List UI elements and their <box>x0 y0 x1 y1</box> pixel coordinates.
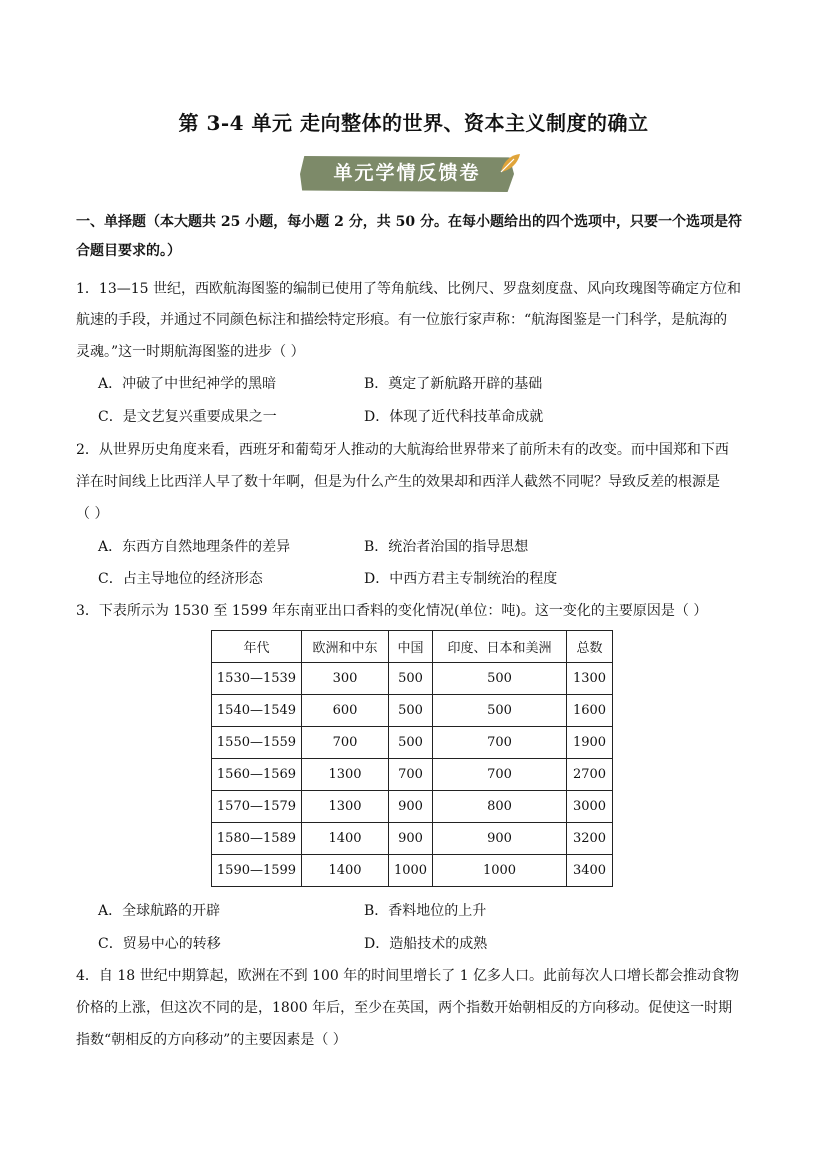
question-1-option-d[interactable]: D．体现了近代科技革命成就 <box>364 409 544 425</box>
section-heading-line2: 合题目要求的。） <box>76 243 181 259</box>
table-header-cell: 欧洲和中东 <box>302 631 389 663</box>
question-1-option-b[interactable]: B．奠定了新航路开辟的基础 <box>364 376 543 392</box>
section-heading-line1: 一、单择题（本大题共 25 小题，每小题 2 分，共 50 分。在每小题给出的四个选项中，只要一个选项是符 <box>76 214 742 230</box>
table-cell: 500 <box>389 695 433 727</box>
question-2-option-b[interactable]: B．统治者治国的指导思想 <box>364 539 529 555</box>
question-1-option-a[interactable]: A．冲破了中世纪神学的黑暗 <box>98 376 277 392</box>
question-1-line1: 1．13—15 世纪，西欧航海图鉴的编制已使用了等角航线、比例尺、罗盘刻度盘、风向玫瑰图等确定方位和 <box>76 281 741 297</box>
table-cell: 500 <box>433 695 567 727</box>
leaf-icon <box>498 152 522 174</box>
question-3-option-c[interactable]: C．贸易中心的转移 <box>98 936 221 952</box>
table-cell: 500 <box>389 727 433 759</box>
question-3-option-b[interactable]: B．香料地位的上升 <box>364 903 487 919</box>
question-2-option-d[interactable]: D．中西方君主专制统治的程度 <box>364 571 558 587</box>
table-header-row <box>212 631 613 663</box>
table-cell: 500 <box>433 663 567 695</box>
question-2-option-a[interactable]: A．东西方自然地理条件的差异 <box>98 539 291 555</box>
table-cell: 1550—1559 <box>212 727 302 759</box>
table-row <box>212 663 613 695</box>
table-cell: 1900 <box>567 727 613 759</box>
table-cell: 500 <box>389 663 433 695</box>
table-cell: 700 <box>389 759 433 791</box>
table-row <box>212 727 613 759</box>
page-title: 第 3-4 单元 走向整体的世界、资本主义制度的确立 <box>178 111 649 135</box>
table-cell: 1300 <box>302 791 389 823</box>
question-1-option-c[interactable]: C．是文艺复兴重要成果之一 <box>98 409 277 425</box>
table-cell: 900 <box>389 791 433 823</box>
question-2-line2: 洋在时间线上比西洋人早了数十年啊，但是为什么产生的效果却和西洋人截然不同呢？导致反差的根源是 <box>76 474 720 490</box>
table-header-cell: 印度、日本和美洲 <box>433 631 567 663</box>
question-1-line3: 灵魂。”这一时期航海图鉴的进步（ ） <box>76 344 305 360</box>
question-2-line3: （ ） <box>76 506 109 522</box>
table-cell: 700 <box>433 727 567 759</box>
table-cell: 1300 <box>302 759 389 791</box>
table-cell: 1600 <box>567 695 613 727</box>
table-cell: 800 <box>433 791 567 823</box>
banner <box>300 152 522 196</box>
table-cell: 1580—1589 <box>212 823 302 855</box>
table-row <box>212 695 613 727</box>
table-header-cell: 年代 <box>212 631 302 663</box>
table-cell: 1000 <box>433 855 567 887</box>
table-cell: 600 <box>302 695 389 727</box>
table-cell: 300 <box>302 663 389 695</box>
question-4-line1: 4．自 18 世纪中期算起，欧洲在不到 100 年的时间里增长了 1 亿多人口。此前每次人口增长都会推动食物 <box>76 968 740 984</box>
table-cell: 700 <box>302 727 389 759</box>
table-cell: 3000 <box>567 791 613 823</box>
table-cell: 3200 <box>567 823 613 855</box>
table-cell: 900 <box>389 823 433 855</box>
table-header-cell: 总数 <box>567 631 613 663</box>
table-cell: 1400 <box>302 855 389 887</box>
table-cell: 1000 <box>389 855 433 887</box>
table-row <box>212 855 613 887</box>
table-cell: 1570—1579 <box>212 791 302 823</box>
question-4-line3: 指数“朝相反的方向移动”的主要因素是（ ） <box>76 1032 347 1048</box>
table-cell: 1530—1539 <box>212 663 302 695</box>
spice-export-table <box>211 630 613 887</box>
table-cell: 1560—1569 <box>212 759 302 791</box>
table-cell: 700 <box>433 759 567 791</box>
table-cell: 900 <box>433 823 567 855</box>
table-cell: 3400 <box>567 855 613 887</box>
question-4-line2: 价格的上涨，但这次不同的是，1800 年后，至少在英国，两个指数开始朝相反的方向移动。促使这一时期 <box>76 1000 733 1016</box>
table-row <box>212 759 613 791</box>
table-cell: 1300 <box>567 663 613 695</box>
question-3-option-d[interactable]: D．造船技术的成熟 <box>364 936 488 952</box>
question-3-line1: 3．下表所示为 1530 至 1599 年东南亚出口香料的变化情况(单位：吨)。这一变化的主要原因是（ ） <box>76 603 708 619</box>
table-header-cell: 中国 <box>389 631 433 663</box>
table-cell: 1400 <box>302 823 389 855</box>
question-2-option-c[interactable]: C．占主导地位的经济形态 <box>98 571 263 587</box>
table-row <box>212 791 613 823</box>
question-3-option-a[interactable]: A．全球航路的开辟 <box>98 903 221 919</box>
question-2-line1: 2．从世界历史角度来看，西班牙和葡萄牙人推动的大航海给世界带来了前所未有的改变。而中国郑和下西 <box>76 442 729 458</box>
question-1-line2: 航速的手段，并通过不同颜色标注和描绘特定形痕。有一位旅行家声称：“航海图鉴是一门科学，是航海的 <box>76 312 728 328</box>
table-row <box>212 823 613 855</box>
banner-label: 单元学情反馈卷 <box>333 162 481 184</box>
table-cell: 1540—1549 <box>212 695 302 727</box>
table-cell: 1590—1599 <box>212 855 302 887</box>
table-cell: 2700 <box>567 759 613 791</box>
